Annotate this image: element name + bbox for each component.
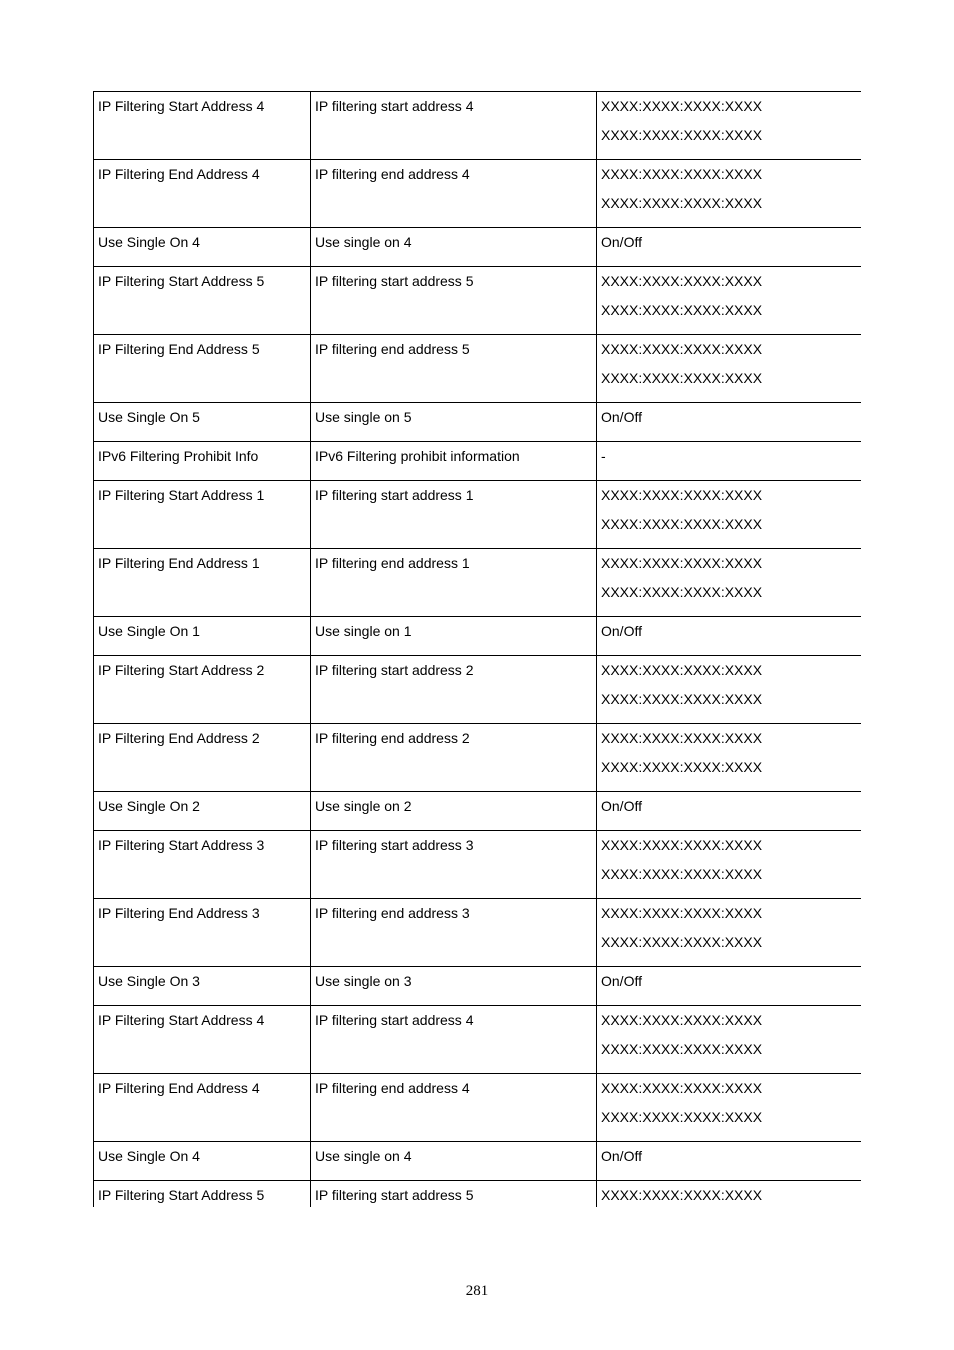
setting-description-cell: IP filtering end address 5 (311, 335, 597, 403)
setting-name-cell: IP Filtering Start Address 4 (94, 92, 311, 160)
setting-description-cell: IPv6 Filtering prohibit information (311, 442, 597, 481)
setting-value-line: XXXX:XXXX:XXXX:XXXX (601, 584, 763, 600)
setting-value-line: XXXX:XXXX:XXXX:XXXX (601, 555, 763, 571)
setting-value-line: XXXX:XXXX:XXXX:XXXX (601, 759, 763, 775)
setting-value-cell (597, 967, 862, 1006)
setting-name-cell: IP Filtering Start Address 2 (94, 656, 311, 724)
setting-value-line: XXXX:XXXX:XXXX:XXXX (601, 273, 763, 289)
setting-name-cell: Use Single On 4 (94, 228, 311, 267)
setting-value-line: On/Off (601, 409, 642, 425)
setting-value-cell (597, 1006, 862, 1074)
table-row (94, 92, 862, 160)
setting-value-line: XXXX:XXXX:XXXX:XXXX (601, 195, 763, 211)
setting-description-cell: IP filtering end address 2 (311, 724, 597, 792)
setting-value-line: XXXX:XXXX:XXXX:XXXX (601, 1041, 763, 1057)
setting-name-cell: IP Filtering Start Address 1 (94, 481, 311, 549)
setting-value-line: XXXX:XXXX:XXXX:XXXX (601, 730, 763, 746)
table-row (94, 724, 862, 792)
table-row (94, 335, 862, 403)
setting-description-cell: IP filtering start address 5 (311, 1181, 597, 1208)
setting-value-cell (597, 481, 862, 549)
settings-table-body (94, 92, 862, 1208)
setting-value-cell (597, 899, 862, 967)
setting-value-line: XXXX:XXXX:XXXX:XXXX (601, 662, 763, 678)
setting-description-cell: Use single on 1 (311, 617, 597, 656)
table-row (94, 831, 862, 899)
setting-description-cell: Use single on 4 (311, 1142, 597, 1181)
table-row (94, 1074, 862, 1142)
setting-name-cell: IPv6 Filtering Prohibit Info (94, 442, 311, 481)
setting-value-line: On/Off (601, 798, 642, 814)
table-row (94, 967, 862, 1006)
setting-value-cell (597, 617, 862, 656)
setting-value-line: XXXX:XXXX:XXXX:XXXX (601, 370, 763, 386)
setting-value-line: On/Off (601, 1148, 642, 1164)
setting-value-line: XXXX:XXXX:XXXX:XXXX (601, 1012, 763, 1028)
setting-description-cell: Use single on 5 (311, 403, 597, 442)
setting-value-cell (597, 549, 862, 617)
setting-value-cell (597, 1181, 862, 1208)
setting-name-cell: Use Single On 3 (94, 967, 311, 1006)
setting-value-line: XXXX:XXXX:XXXX:XXXX (601, 1080, 763, 1096)
setting-value-line: XXXX:XXXX:XXXX:XXXX (601, 302, 763, 318)
setting-value-cell (597, 1074, 862, 1142)
table-row (94, 403, 862, 442)
setting-value-line: XXXX:XXXX:XXXX:XXXX (601, 487, 763, 503)
setting-description-cell: IP filtering start address 2 (311, 656, 597, 724)
setting-name-cell: IP Filtering Start Address 5 (94, 1181, 311, 1208)
setting-value-cell (597, 831, 862, 899)
setting-name-cell: IP Filtering Start Address 3 (94, 831, 311, 899)
setting-value-line: XXXX:XXXX:XXXX:XXXX (601, 166, 763, 182)
setting-value-line: XXXX:XXXX:XXXX:XXXX (601, 516, 763, 532)
setting-description-cell: IP filtering start address 4 (311, 1006, 597, 1074)
page-number: 281 (465, 1283, 489, 1299)
setting-value-line: - (601, 448, 606, 464)
setting-value-line: XXXX:XXXX:XXXX:XXXX (601, 837, 763, 853)
setting-value-line: On/Off (601, 623, 642, 639)
setting-description-cell: Use single on 3 (311, 967, 597, 1006)
setting-value-line: On/Off (601, 234, 642, 250)
setting-name-cell: IP Filtering Start Address 5 (94, 267, 311, 335)
table-row (94, 1006, 862, 1074)
setting-name-cell: Use Single On 1 (94, 617, 311, 656)
setting-description-cell: IP filtering start address 5 (311, 267, 597, 335)
setting-name-cell: Use Single On 4 (94, 1142, 311, 1181)
setting-name-cell: IP Filtering End Address 3 (94, 899, 311, 967)
table-row (94, 267, 862, 335)
setting-name-cell: IP Filtering End Address 4 (94, 1074, 311, 1142)
table-row (94, 481, 862, 549)
setting-value-line: XXXX:XXXX:XXXX:XXXX (601, 934, 763, 950)
setting-value-line: XXXX:XXXX:XXXX:XXXX (601, 1187, 763, 1203)
setting-value-line: XXXX:XXXX:XXXX:XXXX (601, 127, 763, 143)
setting-description-cell: Use single on 2 (311, 792, 597, 831)
setting-name-cell: IP Filtering End Address 2 (94, 724, 311, 792)
setting-description-cell: IP filtering end address 4 (311, 1074, 597, 1142)
setting-value-line: XXXX:XXXX:XXXX:XXXX (601, 905, 763, 921)
table-row (94, 160, 862, 228)
setting-name-cell: Use Single On 2 (94, 792, 311, 831)
setting-description-cell: Use single on 4 (311, 228, 597, 267)
setting-description-cell: IP filtering start address 1 (311, 481, 597, 549)
setting-description-cell: IP filtering end address 4 (311, 160, 597, 228)
table-row (94, 228, 862, 267)
setting-value-cell (597, 1142, 862, 1181)
setting-name-cell: IP Filtering End Address 1 (94, 549, 311, 617)
setting-value-line: XXXX:XXXX:XXXX:XXXX (601, 98, 763, 114)
table-row (94, 549, 862, 617)
table-row (94, 792, 862, 831)
setting-value-line: XXXX:XXXX:XXXX:XXXX (601, 691, 763, 707)
settings-table (93, 91, 861, 1207)
setting-description-cell: IP filtering start address 4 (311, 92, 597, 160)
setting-value-cell (597, 442, 862, 481)
setting-name-cell: IP Filtering End Address 5 (94, 335, 311, 403)
table-row (94, 1142, 862, 1181)
table-row (94, 899, 862, 967)
table-row (94, 656, 862, 724)
setting-description-cell: IP filtering end address 3 (311, 899, 597, 967)
setting-value-cell (597, 160, 862, 228)
setting-description-cell: IP filtering end address 1 (311, 549, 597, 617)
setting-value-cell (597, 724, 862, 792)
table-row (94, 1181, 862, 1208)
setting-name-cell: IP Filtering Start Address 4 (94, 1006, 311, 1074)
setting-name-cell: Use Single On 5 (94, 403, 311, 442)
table-row (94, 617, 862, 656)
setting-value-cell (597, 656, 862, 724)
setting-name-cell: IP Filtering End Address 4 (94, 160, 311, 228)
table-row (94, 442, 862, 481)
setting-value-line: On/Off (601, 973, 642, 989)
setting-description-cell: IP filtering start address 3 (311, 831, 597, 899)
setting-value-cell (597, 267, 862, 335)
setting-value-line: XXXX:XXXX:XXXX:XXXX (601, 1109, 763, 1125)
setting-value-cell (597, 792, 862, 831)
setting-value-cell (597, 403, 862, 442)
setting-value-cell (597, 335, 862, 403)
setting-value-cell (597, 92, 862, 160)
settings-table-container (93, 91, 861, 1207)
setting-value-cell (597, 228, 862, 267)
setting-value-line: XXXX:XXXX:XXXX:XXXX (601, 866, 763, 882)
setting-value-line: XXXX:XXXX:XXXX:XXXX (601, 341, 763, 357)
